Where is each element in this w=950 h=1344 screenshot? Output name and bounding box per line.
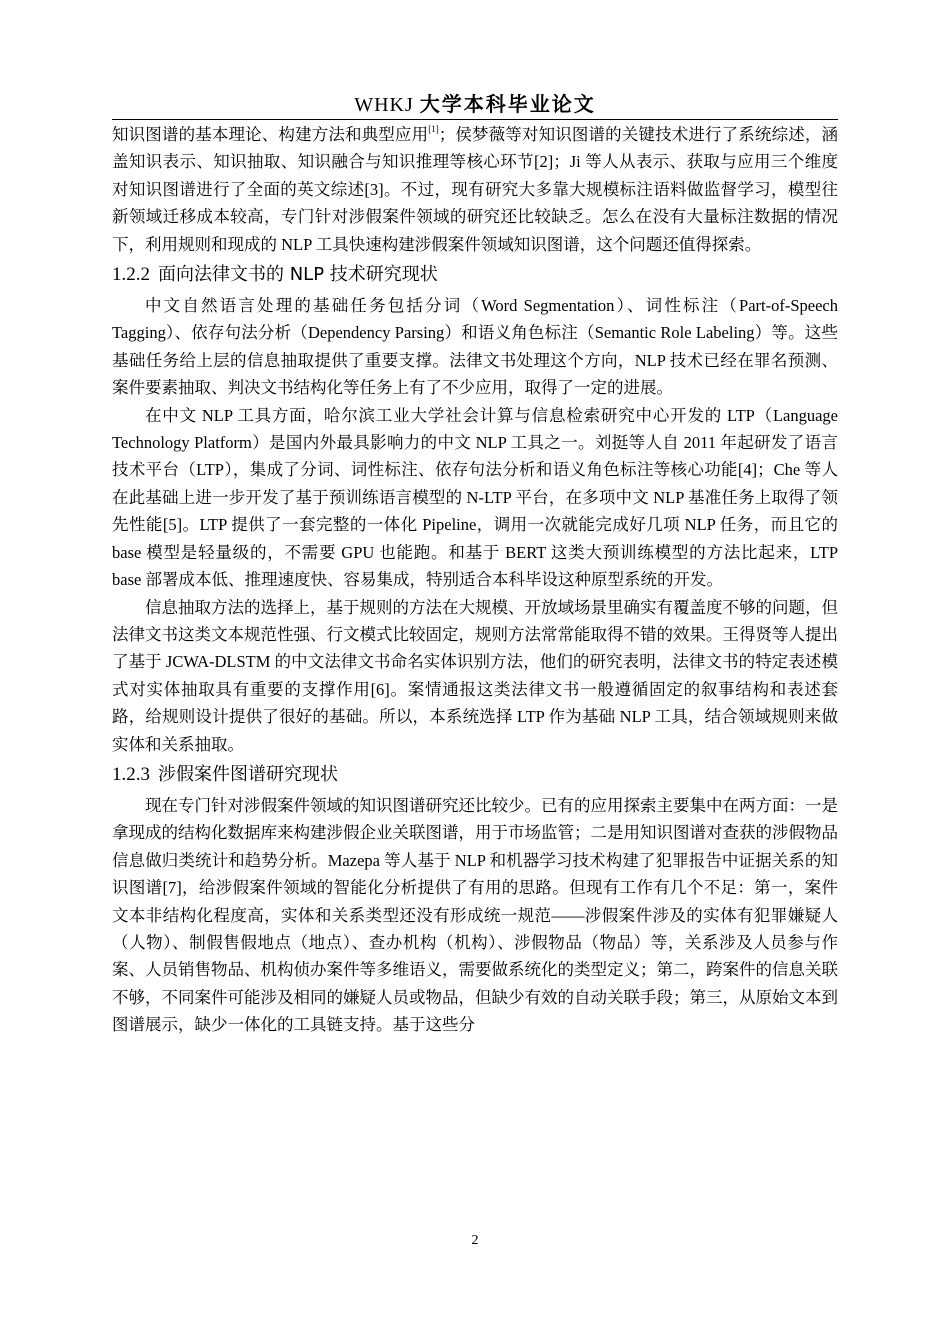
citation-superscript: [1] [428, 124, 439, 134]
header-title: 大学本科毕业论文 [419, 94, 596, 116]
page-number: 2 [471, 1233, 479, 1248]
section-heading-1-2-3 [112, 760, 838, 790]
paragraph-continued [112, 121, 838, 258]
section-number: 1.2.2 [112, 264, 150, 286]
paragraph-text: 知识图谱的基本理论、构建方法和典型应用 [112, 125, 429, 144]
paragraph-text: ；侯梦薇等对知识图谱的关键技术进行了系统综述，涵盖知识表示、知识抽取、知识融合与知识推理等核心环节[2]；Ji 等人从表示、获取与应用三个维度对知识图谱进行了全面的英文综述[3]。不过，现有研究大多靠大规模标注语料做监督学习，模型往新领域迁移成本较高，专门针对涉假案件领域的研究还比较缺乏。怎么在没有大量标注数据的情况下，利用规则和现成的 NLP 工具快速构建涉假案件领域知识图谱，这个问题还值得探索。 [112, 125, 839, 254]
header-rule [112, 119, 838, 120]
paragraph: 信息抽取方法的选择上，基于规则的方法在大规模、开放域场景里确实有覆盖度不够的问题，但法律文书这类文本规范性强、行文模式比较固定，规则方法常常能取得不错的效果。王得贤等人提出了基于 JCWA-DLSTM 的中文法律文书命名实体识别方法，他们的研究表明，法律文书的特定表述模式对实体抽取具有重要的支撑作用[6]。案情通报这类法律文书一般遵循固定的叙事结构和表述套路，给规则设计提供了很好的基础。所以，本系统选择 LTP 作为基础 NLP 工具，结合领域规则来做实体和关系抽取。 [112, 597, 838, 754]
paragraph: 中文自然语言处理的基础任务包括分词（Word Segmentation）、词性标注（Part-of-Speech Tagging）、依存句法分析（Dependency Parsing）和语义角色标注（Semantic Role Labeling）等。这些基础任务给上层的信息抽取提供了重要支撑。法律文书处理这个方向，NLP 技术已经在罪名预测、案件要素抽取、判决文书结构化等任务上有了不少应用，取得了一定的进展。 [112, 296, 838, 398]
section-title: 面向法律文书的 NLP 技术研究现状 [158, 264, 438, 286]
section-title: 涉假案件图谱研究现状 [158, 763, 338, 785]
page-body [112, 121, 838, 1039]
paragraph: 现在专门针对涉假案件领域的知识图谱研究还比较少。已有的应用探索主要集中在两方面：一是拿现成的结构化数据库来构建涉假企业关联图谱，用于市场监管；二是用知识图谱对查获的涉假物品信息做归类统计和趋势分析。Mazepa 等人基于 NLP 和机器学习技术构建了犯罪报告中证据关系的知识图谱[7]，给涉假案件领域的智能化分析提供了有用的思路。但现有工作有几个不足：第一，案件文本非结构化程度高，实体和关系类型还没有形成统一规范——涉假案件涉及的实体有犯罪嫌疑人（人物）、制假售假地点（地点）、查办机构（机构）、涉假物品（物品）等，关系涉及人员参与作案、人员销售物品、机构侦办案件等多维语义，需要做系统化的类型定义；第二，跨案件的信息关联不够，不同案件可能涉及相同的嫌疑人员或物品，但缺少有效的自动关联手段；第三，从原始文本到图谱展示，缺少一体化的工具链支持。基于这些分 [112, 795, 838, 1035]
running-header [112, 92, 838, 118]
header-prefix: WHKJ [354, 94, 414, 116]
paragraph: 在中文 NLP 工具方面，哈尔滨工业大学社会计算与信息检索研究中心开发的 LTP（Language Technology Platform）是国内外最具影响力的中文 NLP 工具之一。刘挺等人自 2011 年起研发了语言技术平台（LTP），集成了分词、词性标注、依存句法分析和语义角色标注等核心功能[4]；Che 等人在此基础上进一步开发了基于预训练语言模型的 N-LTP 平台，在多项中文 NLP 基准任务上取得了领先性能[5]。LTP 提供了一套完整的一体化 Pipeline，调用一次就能完成好几项 NLP 任务，而且它的 base 模型是轻量级的，不需要 GPU 也能跑。和基于 BERT 这类大预训练模型的方法比起来，LTP base 部署成本低、推理速度快、容易集成，特别适合本科毕设这种原型系统的开发。 [112, 405, 838, 590]
section-heading-1-2-2 [112, 260, 838, 290]
section-number: 1.2.3 [112, 763, 150, 785]
